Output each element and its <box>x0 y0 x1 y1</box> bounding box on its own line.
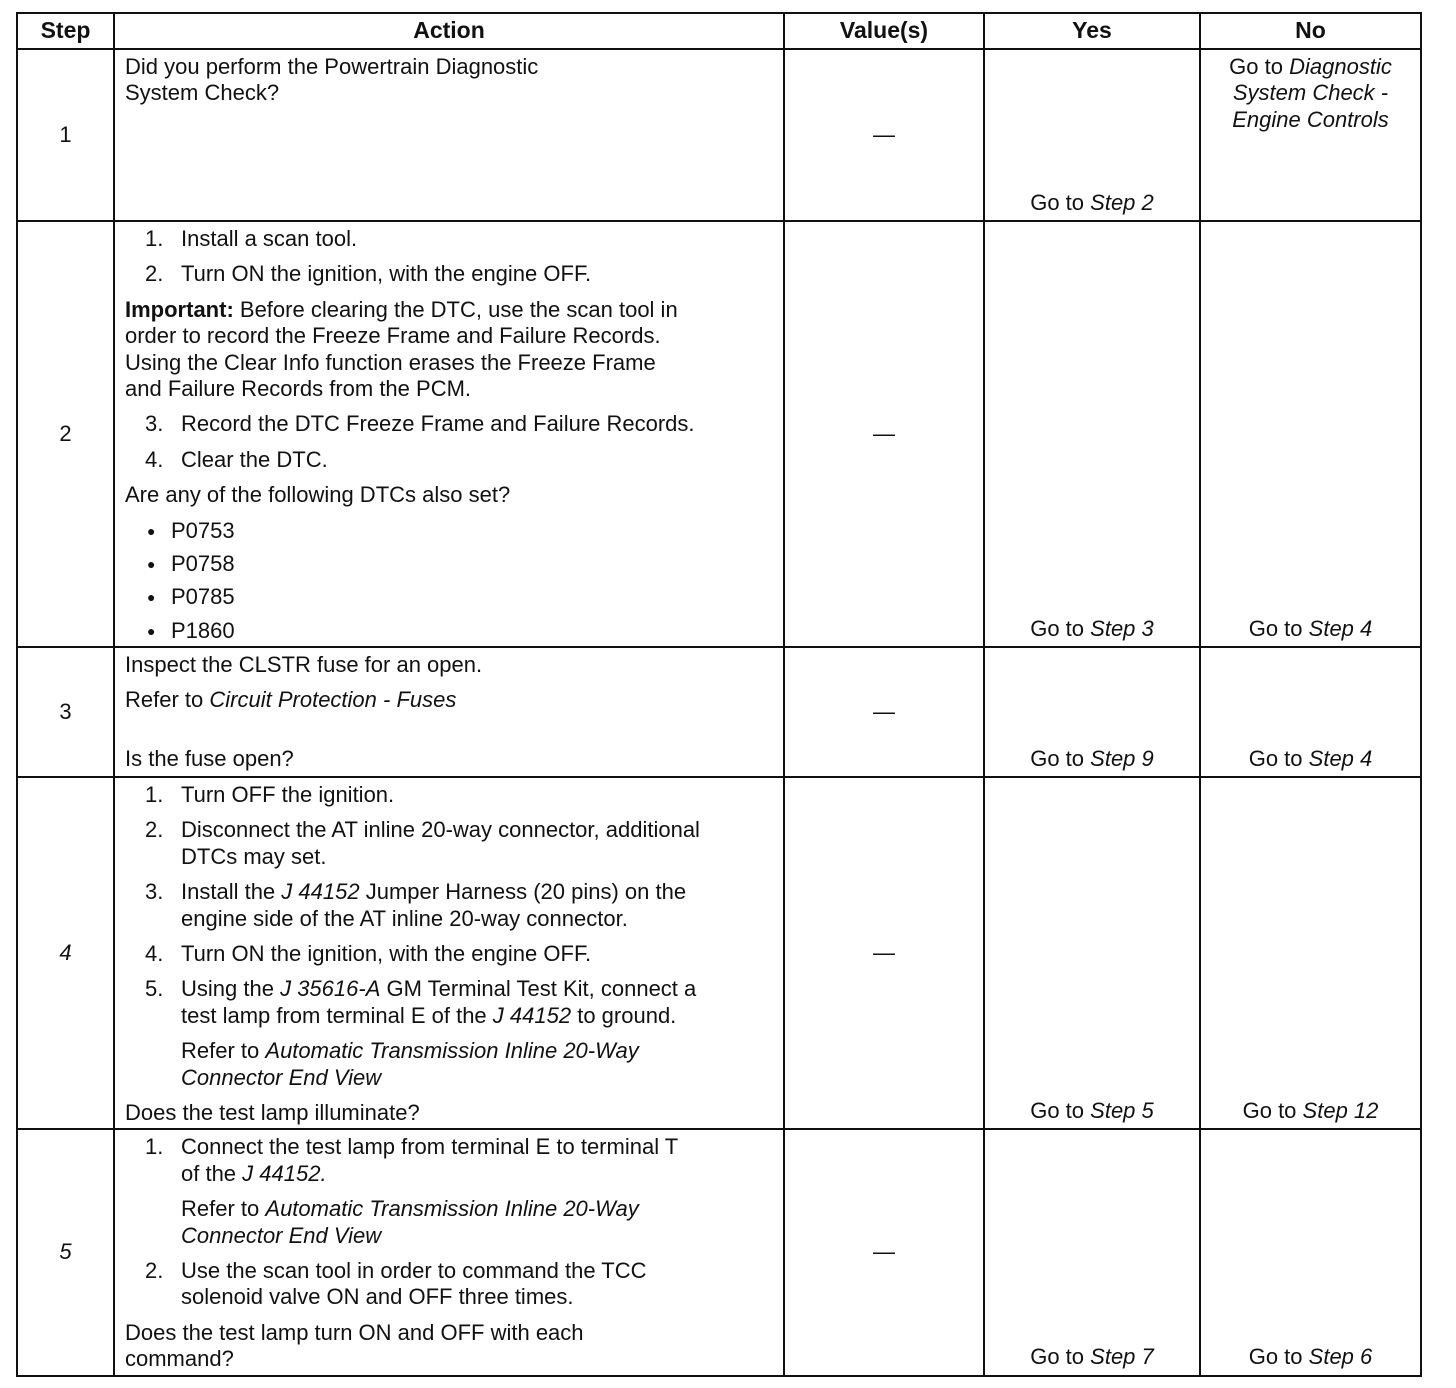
value-dash: — <box>873 1239 895 1265</box>
refer-label: Refer to <box>181 1196 260 1222</box>
header-step: Step <box>17 13 114 49</box>
table-row-step-4 <box>17 777 1421 1129</box>
tool-ref: J 35616-A <box>280 976 381 1002</box>
value-dash: — <box>873 121 895 147</box>
no-step-link[interactable]: Step 4 <box>1308 745 1373 771</box>
yes-cell <box>984 647 1200 777</box>
no-cell <box>1200 221 1421 647</box>
refer-label: Refer to <box>125 687 204 713</box>
yes-prefix: Go to <box>1030 1097 1085 1123</box>
refer-label: Refer to <box>181 1038 260 1064</box>
no-step-link[interactable]: Step 4 <box>1308 615 1373 641</box>
instruction-text: Use the scan tool in order to command the TCC solenoid valve ON and OFF three times. <box>181 1257 647 1310</box>
yes-prefix: Go to <box>1030 745 1085 771</box>
no-prefix: Go to <box>1229 54 1283 79</box>
instruction-text: Record the DTC Freeze Frame and Failure Records. <box>181 411 695 437</box>
step-number: 2 <box>17 221 114 647</box>
instruction-text: Connect the test lamp from terminal E to terminal T of the J 44152. <box>181 1134 679 1186</box>
instruction-text: Disconnect the AT inline 20-way connector, additional DTCs may set. <box>181 817 700 869</box>
value-cell <box>784 221 984 647</box>
no-prefix: Go to <box>1248 745 1303 771</box>
header-yes: Yes <box>984 13 1200 49</box>
yes-prefix: Go to <box>1030 189 1085 215</box>
dtc-item: ● P0785 <box>147 584 235 610</box>
header-values: Value(s) <box>784 13 984 49</box>
question-text: Does the test lamp turn ON and OFF with each command? <box>125 1319 584 1372</box>
step-number: 5 <box>17 1129 114 1375</box>
table-row-step-5 <box>17 1129 1421 1375</box>
action-cell <box>114 647 784 777</box>
no-prefix: Go to <box>1248 1344 1303 1370</box>
instruction-text: Using the J 35616-A GM Terminal Test Kit, connect a test lamp from terminal E of the J 44152 to ground. <box>181 976 697 1028</box>
value-cell <box>784 647 984 777</box>
instruction-text: Turn OFF the ignition. <box>181 782 395 808</box>
instruction-text: Clear the DTC. <box>181 446 328 472</box>
yes-step-link[interactable]: Step 7 <box>1090 1344 1154 1370</box>
action-cell: 1. Turn OFF the ignition. 2. Disconnect the AT inline 20-way connector, additional DTCs may set. 3. Install the J 44152 Jumper Harness (20 pins) on the engine side of the AT inline 20-way connector. 4. Turn ON the ignition, with the engine OFF. 5. Using the J 35616-A GM Terminal Test Kit, connect a test lamp from terminal E of the J 44152 to ground. Refer to Automatic Transmission Inline 20-Way Connector End View Does the test lamp illuminate? <box>114 777 784 1129</box>
dtc-item: ● P0753 <box>147 517 235 543</box>
value-dash: — <box>873 698 895 724</box>
yes-prefix: Go to <box>1030 1344 1085 1370</box>
question-text: Is the fuse open? <box>125 745 294 771</box>
diagnostic-table <box>16 12 1422 1377</box>
instruction-text: Inspect the CLSTR fuse for an open. <box>125 652 483 678</box>
yes-prefix: Go to <box>1030 615 1085 641</box>
no-link[interactable]: Diagnostic <box>1289 54 1392 79</box>
yes-step-link[interactable]: Step 2 <box>1090 189 1154 215</box>
no-link[interactable]: System Check - <box>1232 80 1389 106</box>
step-number: 3 <box>17 647 114 777</box>
instruction-text: Install the J 44152 Jumper Harness (20 pins) on the engine side of the AT inline 20-way connector. <box>181 879 687 931</box>
question-text: Does the test lamp illuminate? <box>125 1099 420 1125</box>
tool-ref: J 44152 <box>492 1002 572 1028</box>
header-action: Action <box>114 13 784 49</box>
no-cell <box>1200 49 1421 221</box>
action-cell: 1. Connect the test lamp from terminal E to terminal T of the J 44152. Refer to Automatic Transmission Inline 20-Way Connector End View 2. Use the scan tool in order to command the TCC solenoid valve ON and OFF three times. Does the test lamp turn ON and OFF with each command? <box>114 1129 784 1375</box>
no-step-link[interactable]: Step 12 <box>1302 1097 1379 1123</box>
value-cell <box>784 49 984 221</box>
tool-ref: J 44152. <box>242 1160 327 1186</box>
table-row-step-3 <box>17 647 1421 777</box>
yes-cell <box>984 1129 1200 1375</box>
refer-link[interactable]: Automatic Transmission Inline 20-Way <box>265 1038 639 1064</box>
action-cell: 1. Install a scan tool. 2. Turn ON the ignition, with the engine OFF. Important: Before clearing the DTC, use the scan tool in order to record the Freeze Frame and Failure Records. Using the Clear Info function erases the Freeze Frame and Failure Records from the PCM. 3. Record the DTC Freeze Frame and Failure Records. 4. Clear the DTC. Are any of the following DTCs also set? ● P0753 ● P0758 ● P0785 ● P1860 <box>114 221 784 647</box>
value-dash: — <box>873 420 895 446</box>
no-link[interactable]: Engine Controls <box>1232 106 1389 132</box>
header-no: No <box>1200 13 1421 49</box>
no-cell <box>1200 777 1421 1129</box>
dtc-item: ● P1860 <box>147 617 235 643</box>
yes-cell <box>984 221 1200 647</box>
instruction-text: Install a scan tool. <box>181 226 358 251</box>
yes-step-link[interactable]: Step 3 <box>1090 615 1154 641</box>
step-number: 1 <box>17 49 114 221</box>
value-cell <box>784 1129 984 1375</box>
yes-step-link[interactable]: Step 9 <box>1090 745 1154 771</box>
no-step-link[interactable]: Step 6 <box>1308 1344 1373 1370</box>
important-note: Important: Before clearing the DTC, use the scan tool in order to record the Freeze Frame and Failure Records. Using the Clear Info function erases the Freeze Frame and Failure Records from the PCM. <box>125 296 678 401</box>
instruction-text: Turn ON the ignition, with the engine OFF. <box>181 941 592 967</box>
value-cell <box>784 777 984 1129</box>
no-cell <box>1200 1129 1421 1375</box>
dtc-item: ● P0758 <box>147 550 235 576</box>
question-text: Did you perform the Powertrain Diagnostic <box>125 54 539 79</box>
refer-link[interactable]: Connector End View <box>181 1064 382 1090</box>
refer-link[interactable]: Circuit Protection - Fuses <box>209 687 457 713</box>
no-prefix: Go to <box>1242 1097 1297 1123</box>
table-row-step-2 <box>17 221 1421 647</box>
table-row-step-1 <box>17 49 1421 221</box>
refer-link[interactable]: Connector End View <box>181 1222 382 1248</box>
step-number: 4 <box>17 777 114 1129</box>
important-label: Important: <box>125 296 234 322</box>
yes-step-link[interactable]: Step 5 <box>1090 1097 1154 1123</box>
no-prefix: Go to <box>1248 615 1303 641</box>
instruction-text: Turn ON the ignition, with the engine OFF. <box>181 261 592 287</box>
yes-cell <box>984 777 1200 1129</box>
value-dash: — <box>873 940 895 966</box>
header-row <box>17 13 1421 49</box>
question-text: Are any of the following DTCs also set? <box>125 482 511 508</box>
no-cell <box>1200 647 1421 777</box>
refer-link[interactable]: Automatic Transmission Inline 20-Way <box>265 1196 639 1222</box>
question-text: System Check? <box>125 80 280 106</box>
yes-cell <box>984 49 1200 221</box>
tool-ref: J 44152 <box>281 879 360 905</box>
action-cell <box>114 49 784 221</box>
